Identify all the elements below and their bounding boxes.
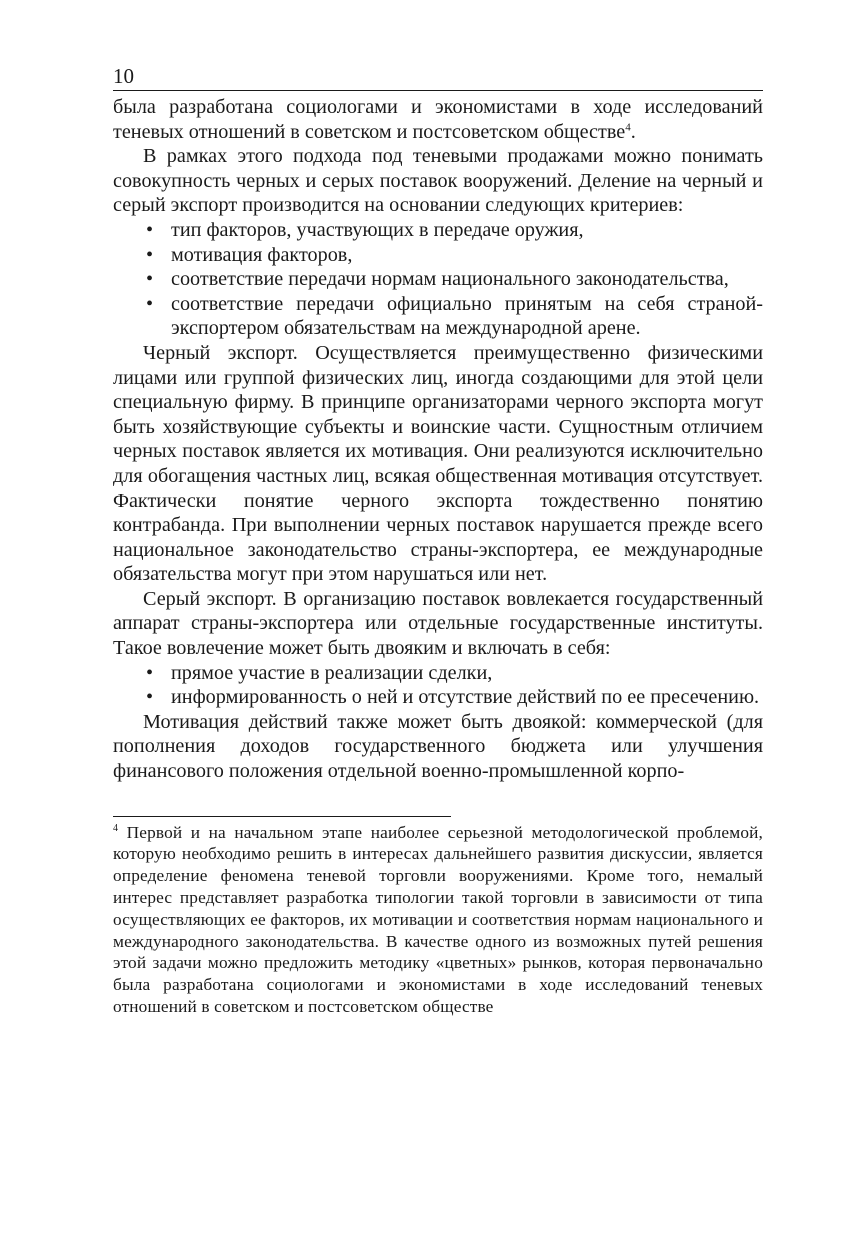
list-item-text: соответствие передачи официально принятым на себя страной-экспортером обязательствам на международной арене. bbox=[171, 292, 763, 340]
footnote-reference[interactable]: 4 bbox=[625, 120, 631, 133]
bullet-icon: • bbox=[146, 218, 154, 241]
list-item-text: информированность о ней и отсутствие действий по ее пресечению. bbox=[171, 686, 760, 709]
list-item bbox=[146, 685, 763, 710]
paragraph-black-export: Черный экспорт. Осуществляется преимущественно физическими лицами или группой физических лиц, иногда создающими для этой цели специальную фирму. В принципе организаторами черного экспорта могут быть хозяйствующие субъекты и воинские части. Сущностным отличием черных поставок является их мотивация. Они реализуются исключительно для обогащения частных лиц, всякая общественная мотивация отсутствует. Фактически понятие черного экспорта тождественно понятию контрабанда. При выполнении черных поставок нарушается прежде всего национальное законодательство страны-экспортера, ее международные обязательства могут при этом нарушаться или нет. bbox=[113, 341, 763, 586]
paragraph-continuation-line-2: теневых отношений в советском и постсоветском обществе bbox=[113, 120, 626, 143]
paragraph-approach: В рамках этого подхода под теневыми продажами можно понимать совокупность черных и серых поставок вооружений. Деление на черный и серый экспорт производится на основании следующих критериев: bbox=[113, 145, 763, 217]
paragraph-continuation-end: . bbox=[630, 120, 636, 143]
page-number: 10 bbox=[113, 64, 134, 88]
bullet-icon: • bbox=[146, 243, 154, 266]
paragraph-continuation bbox=[113, 95, 763, 144]
list-item bbox=[146, 218, 763, 243]
list-item-text: мотивация факторов, bbox=[171, 243, 353, 266]
list-item-text: тип факторов, участвующих в передаче оружия, bbox=[171, 218, 584, 241]
list-item bbox=[146, 292, 763, 341]
bullet-icon: • bbox=[146, 661, 154, 684]
list-item bbox=[146, 661, 763, 686]
list-item-text: соответствие передачи нормам национального законодательства, bbox=[171, 268, 729, 291]
main-text bbox=[113, 95, 763, 784]
footnote-marker: 4 bbox=[113, 822, 119, 834]
book-page bbox=[113, 60, 763, 1018]
page-header bbox=[113, 60, 763, 91]
list-item bbox=[146, 243, 763, 268]
bullet-icon: • bbox=[146, 268, 154, 291]
list-item bbox=[146, 267, 763, 292]
footnote bbox=[113, 822, 763, 1018]
footnote-text: Первой и на начальном этапе наиболее серьезной методологической проблемой, которую необходимо решить в интересах дальнейшего развития дискуссии, является определение феномена теневой торговли вооружениями. Кроме того, немалый интерес представляет разработка типологии такой торговли в зависимости от типа осуществляющих ее факторов, их мотивации и соответствия нормам национального и международного законодательства. В качестве одного из возможных путей решения этой задачи можно предложить методику «цветных» рынков, которая первоначально была разработана социологами и экономистами в ходе исследований теневых отношений в советском и постсоветском обществе bbox=[113, 822, 763, 1016]
bullet-icon: • bbox=[146, 686, 154, 709]
involvement-list bbox=[113, 661, 763, 710]
footnote-divider bbox=[113, 816, 451, 817]
paragraph-gray-export: Серый экспорт. В организацию поставок вовлекается государственный аппарат страны-экспортера или отдельные государственные институты. Такое вовлечение может быть двояким и включать в себя: bbox=[113, 587, 763, 660]
paragraph-continuation-line-1: была разработана социологами и экономистами в ходе исследований bbox=[113, 96, 763, 118]
criteria-list bbox=[113, 218, 763, 341]
list-item-text: прямое участие в реализации сделки, bbox=[171, 661, 493, 684]
paragraph-motivation: Мотивация действий также может быть двоякой: коммерческой (для пополнения доходов государственного бюджета или улучшения финансового положения отдельной военно-промышленной корпо- bbox=[113, 710, 763, 783]
bullet-icon: • bbox=[146, 292, 154, 315]
